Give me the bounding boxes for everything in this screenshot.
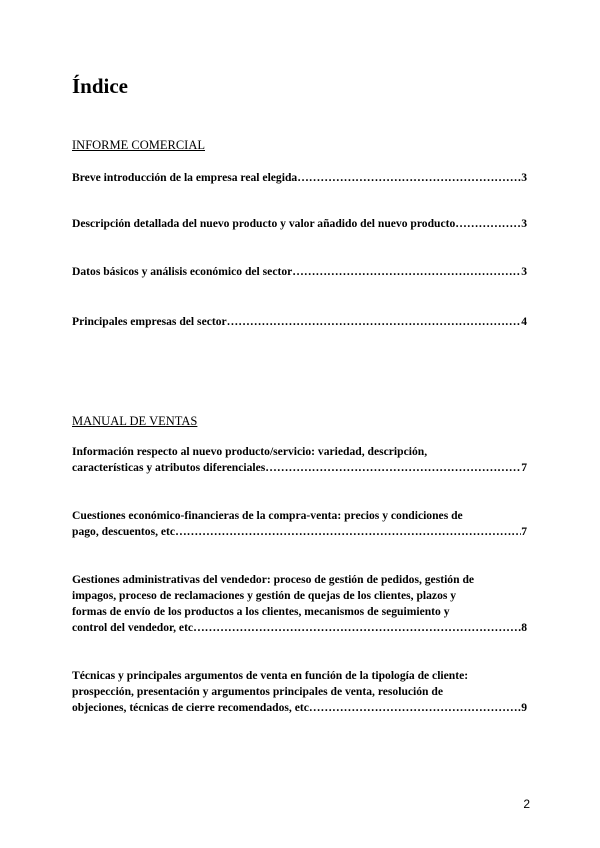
toc-entry-line xyxy=(72,700,527,716)
toc-entry-line xyxy=(72,170,527,186)
toc-entry[interactable] xyxy=(72,572,527,636)
toc-entry-title: Técnicas y principales argumentos de venta en función de la tipología de cliente: xyxy=(72,669,469,682)
toc-entry[interactable] xyxy=(72,216,527,232)
toc-entry-line xyxy=(72,524,527,540)
toc-entry-line xyxy=(72,264,527,280)
toc-dot-leader xyxy=(309,700,521,716)
toc-dot-leader xyxy=(455,216,521,232)
page-title: Índice xyxy=(72,74,129,98)
toc-entry-page: 3 xyxy=(521,171,527,184)
toc-dot-leader xyxy=(297,170,521,186)
toc-entry-line xyxy=(72,216,527,232)
toc-dot-leader xyxy=(292,264,521,280)
toc-entry-title: pago, descuentos, etc xyxy=(72,525,176,538)
toc-entry-title: prospección, presentación y argumentos principales de venta, resolución de xyxy=(72,685,443,698)
toc-entry-page: 9 xyxy=(521,701,527,714)
toc-entry[interactable] xyxy=(72,508,527,540)
toc-entry-page: 8 xyxy=(521,621,527,634)
toc-entry-title: control del vendedor, etc xyxy=(72,621,194,634)
toc-entry-page: 4 xyxy=(521,315,527,328)
toc-entry-page: 3 xyxy=(521,265,527,278)
toc-entry-title: Descripción detallada del nuevo producto y valor añadido del nuevo producto xyxy=(72,217,456,230)
toc-entry-title: Cuestiones económico-financieras de la compra-venta: precios y condiciones de xyxy=(72,509,463,522)
toc-entry[interactable] xyxy=(72,314,527,330)
toc-dot-leader xyxy=(265,460,521,476)
page-number: 2 xyxy=(523,797,530,811)
toc-entry-title: Breve introducción de la empresa real elegida xyxy=(72,171,298,184)
toc-entry-line xyxy=(72,620,527,636)
toc-entry-title: Gestiones administrativas del vendedor: proceso de gestión de pedidos, gestión de xyxy=(72,573,475,586)
toc-entry[interactable] xyxy=(72,668,527,716)
toc-entry-title: características y atributos diferenciales xyxy=(72,461,266,474)
toc-entry-title: Información respecto al nuevo producto/servicio: variedad, descripción, xyxy=(72,445,428,458)
toc-entry-title: objeciones, técnicas de cierre recomendados, etc xyxy=(72,701,309,714)
toc-entry-title: Principales empresas del sector xyxy=(72,315,227,328)
toc-entry-page: 7 xyxy=(521,461,527,474)
toc-entry-title: Datos básicos y análisis económico del sector xyxy=(72,265,293,278)
toc-entry-title: impagos, proceso de reclamaciones y gestión de quejas de los clientes, plazos y xyxy=(72,589,457,602)
section-heading-informe-comercial: INFORME COMERCIAL xyxy=(72,138,205,152)
section-heading-manual-de-ventas: MANUAL DE VENTAS xyxy=(72,414,198,428)
toc-entry-title: formas de envío de los productos a los clientes, mecanismos de seguimiento y xyxy=(72,605,450,618)
toc-entry-line xyxy=(72,460,527,476)
toc-entry[interactable] xyxy=(72,264,527,280)
toc-entry-page: 3 xyxy=(521,217,527,230)
toc-dot-leader xyxy=(227,314,522,330)
toc-entry[interactable] xyxy=(72,444,527,476)
toc-dot-leader xyxy=(193,620,521,636)
toc-dot-leader xyxy=(175,524,521,540)
toc-entry-line xyxy=(72,314,527,330)
toc-entry-page: 7 xyxy=(521,525,527,538)
toc-entry[interactable] xyxy=(72,170,527,186)
